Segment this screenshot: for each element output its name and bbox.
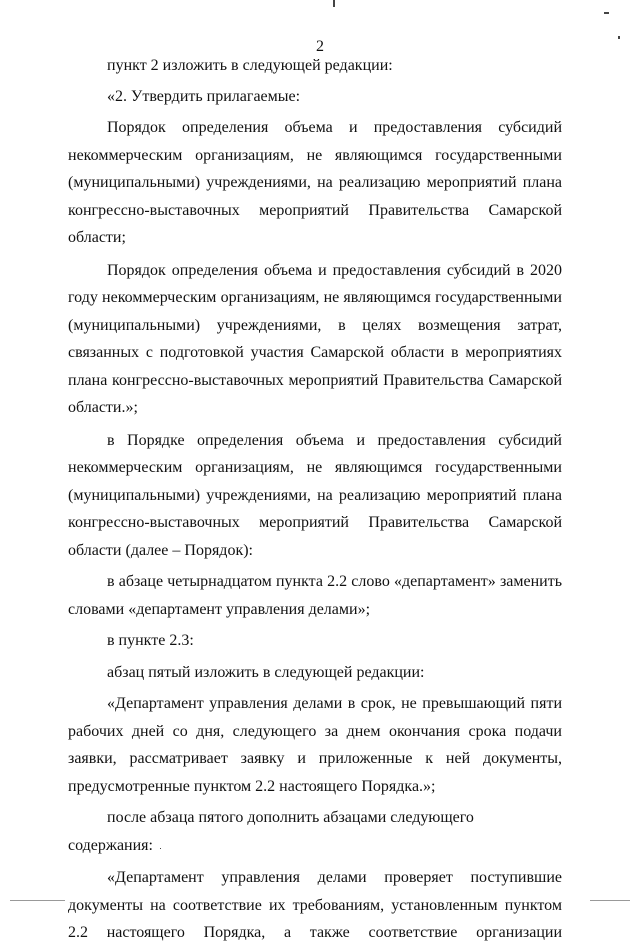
paragraph-1: пункт 2 изложить в следующей редакции: xyxy=(107,57,393,74)
paragraph-8: абзац пятый изложить в следующей редакции: xyxy=(107,663,425,681)
scan-mark-top-center xyxy=(333,0,335,7)
paragraph-2: «2. Утвердить прилагаемые: xyxy=(107,87,301,105)
scan-mark-top-right xyxy=(604,12,609,14)
paragraph-11: «Департамент управления делами проверяет поступившие документы на соответствие их требованиям, установленным пунктом 2.2 настоящего Порядка, а также соответствие организации xyxy=(68,869,562,941)
document-body xyxy=(68,52,562,947)
paragraph-4: Порядок определения объема и предоставления субсидий в 2020 году некоммерческим организациям, не являющимся государственными (муниципальными) учреждениями, в целях возмещения затрат, связанных с подготовкой участия Самарской области в мероприятиях плана конгрессно-выставочных мероприятий Правительства Самарской области.»; xyxy=(68,261,562,416)
paragraph-5: в Порядке определения объема и предоставления субсидий некоммерческим организациям, не являющимся государственными (муниципальными) учреждениями, на реализацию мероприятий плана конгрессно-выставочных мероприятий Правительства Самарской области (далее – Порядок): xyxy=(68,431,562,559)
scan-mark-bottom-right xyxy=(590,900,630,901)
paragraph-6: в абзаце четырнадцатом пункта 2.2 слово «департамент» заменить словами «департамент управления делами»; xyxy=(68,573,562,618)
scan-mark-bottom-left xyxy=(10,900,65,901)
paragraph-7: в пункте 2.3: xyxy=(107,632,194,649)
paragraph-10: после абзаца пятого дополнить абзацами следующего содержания: xyxy=(68,809,474,854)
page-number: 2 xyxy=(316,38,324,55)
paragraph-9: «Департамент управления делами в срок, не превышающий пяти рабочих дней со дня, следующего за днем окончания срока подачи заявки, рассматривает заявку и приложенные к ней документы, предусмотренные пунктом 2.2 настоящего Порядка.»; xyxy=(68,695,562,795)
paragraph-3: Порядок определения объема и предоставления субсидий некоммерческим организациям, не являющимся государственными (муниципальными) учреждениями, на реализацию мероприятий плана конгрессно-выставочных мероприятий Правительства Самарской области; xyxy=(68,119,562,246)
scan-dot xyxy=(160,848,161,849)
